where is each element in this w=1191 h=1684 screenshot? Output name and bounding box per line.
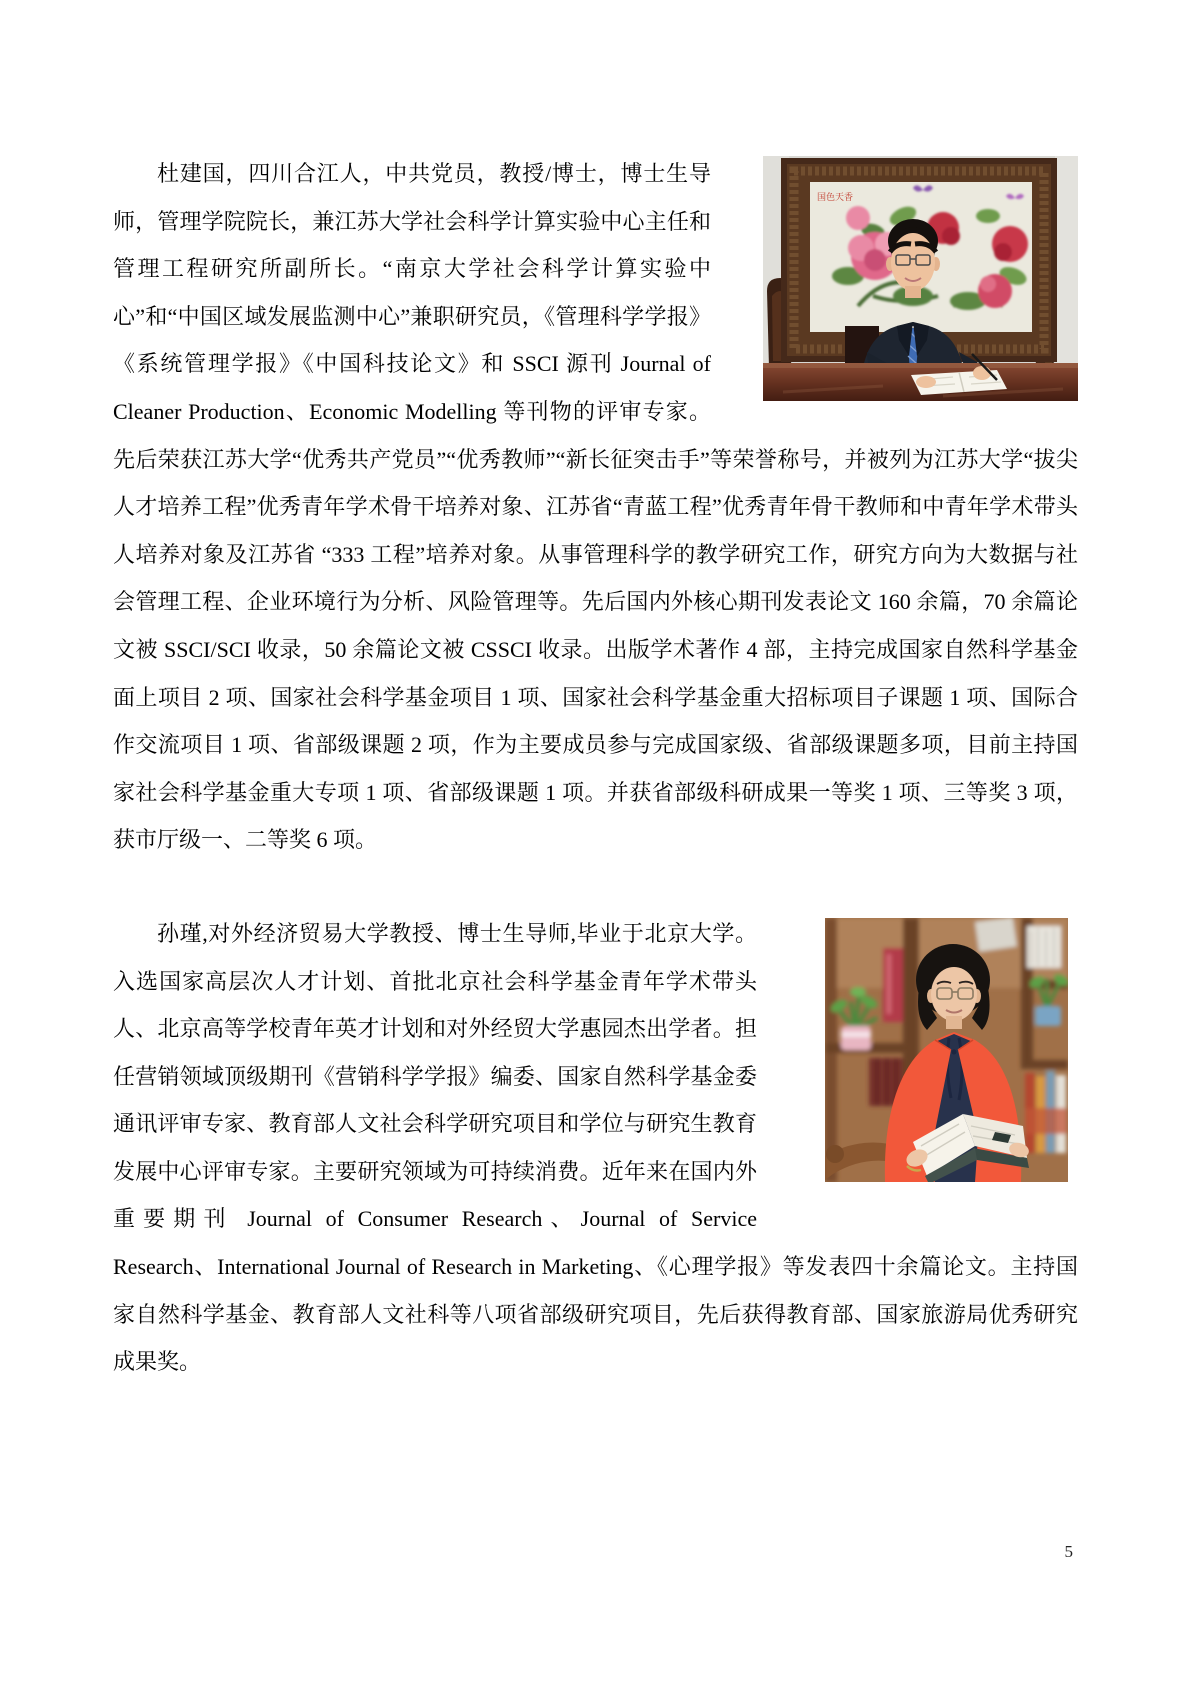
bio-paragraph-du-jianguo <box>113 150 1078 864</box>
page-content <box>113 150 1078 1386</box>
bio-text-sun-jin: 孙瑾,对外经济贸易大学教授、博士生导师,毕业于北京大学。入选国家高层次人才计划、首批北京社会科学基金青年学术带头人、北京高等学校青年英才计划和对外经贸大学惠园杰出学者。担任营销领域顶级期刊《营销科学学报》编委、国家自然科学基金委通讯评审专家、教育部人文社会科学研究项目和学位与研究生教育发展中心评审专家。主要研究领域为可持续消费。近年来在国内外重要期刊 Journal of Consumer Research、Journal of Service Research、International Journal of Research in Marketing、《心理学报》等发表四十余篇论文。主持国家自然科学基金、教育部人文社科等八项省部级研究项目，先后获得教育部、国家旅游局优秀研究成果奖。 <box>113 920 1078 1375</box>
photo-du-jianguo <box>763 156 1078 401</box>
bio-paragraph-sun-jin <box>113 910 1078 1386</box>
bio-text-du-jianguo: 杜建国，四川合江人，中共党员，教授/博士，博士生导师，管理学院院长，兼江苏大学社会科学计算实验中心主任和管理工程研究所副所长。“南京大学社会科学计算实验中心”和“中国区域发展监测中心”兼职研究员，《管理科学学报》《系统管理学报》《中国科技论文》和 SSCI 源刊 Journal of Cleaner Production、Economic Modelling 等刊物的评审专家。先后荣获江苏大学“优秀共产党员”“优秀教师”“新长征突击手”等荣誉称号，并被列为江苏大学“拔尖人才培养工程”优秀青年学术骨干培养对象、江苏省“青蓝工程”优秀青年骨干教师和中青年学术带头人培养对象及江苏省 “333 工程”培养对象。从事管理科学的教学研究工作，研究方向为大数据与社会管理工程、企业环境行为分析、风险管理等。先后国内外核心期刊发表论文 160 余篇，70 余篇论文被 SSCI/SCI 收录，50 余篇论文被 CSSCI 收录。出版学术著作 4 部，主持完成国家自然科学基金面上项目 2 项、国家社会科学基金项目 1 项、国家社会科学基金重大招标项目子课题 1 项、国际合作交流项目 1 项、省部级课题 2 项，作为主要成员参与完成国家级、省部级课题多项，目前主持国家社会科学基金重大专项 1 项、省部级课题 1 项。并获省部级科研成果一等奖 1 项、三等奖 3 项，获市厅级一、二等奖 6 项。 <box>113 161 1078 853</box>
page-number: 5 <box>1064 1542 1073 1561</box>
svg-text:国色天香: 国色天香 <box>817 193 854 203</box>
photo-sun-jin <box>825 918 1068 1182</box>
